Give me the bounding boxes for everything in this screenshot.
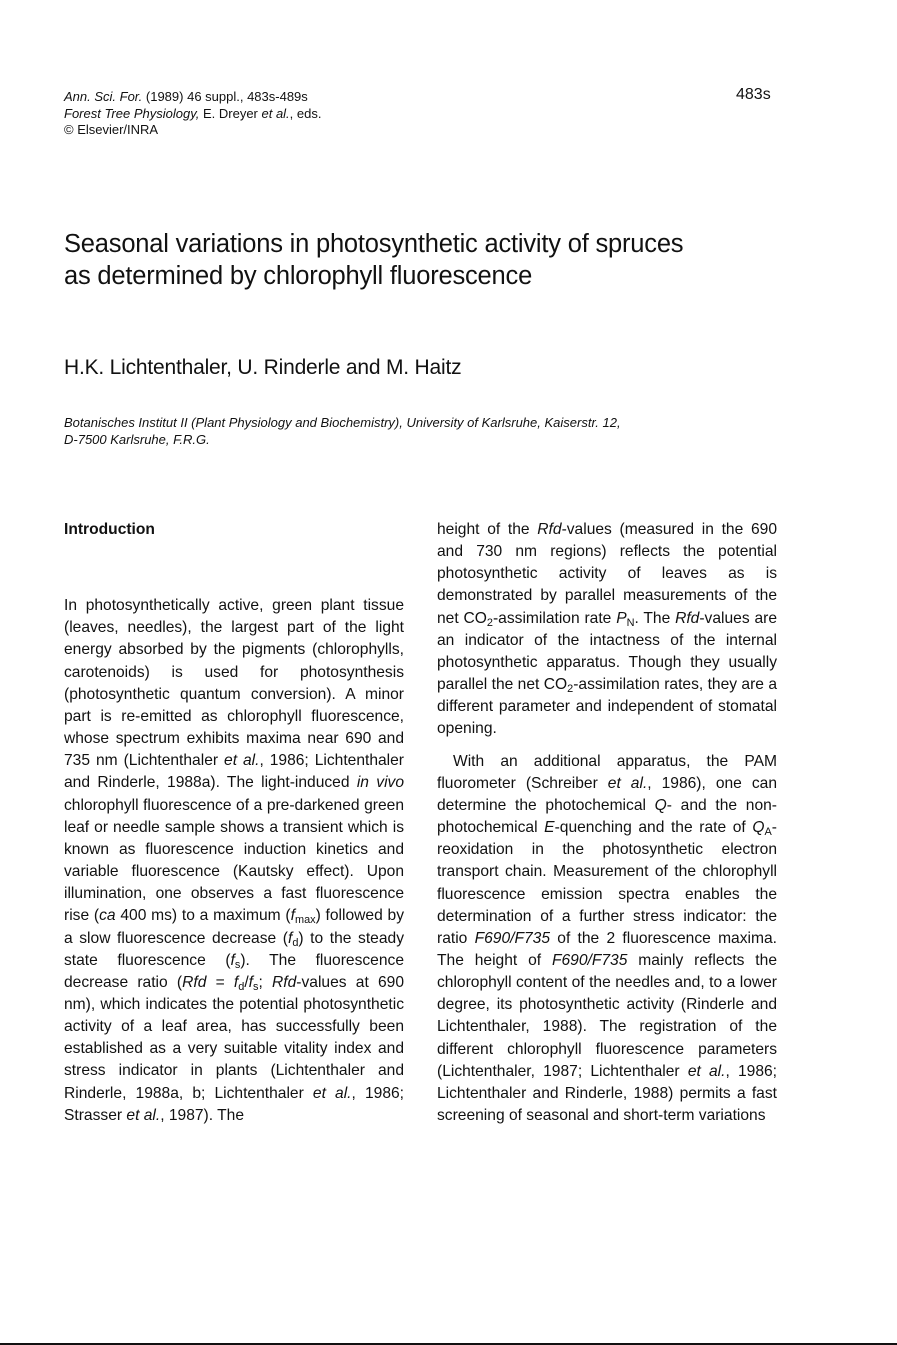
et-al: et al. (261, 105, 290, 121)
journal-volume: (1989) 46 suppl., 483s-489s (142, 89, 308, 104)
title-line-2: as determined by chlorophyll fluorescence (64, 262, 533, 290)
journal-name: Ann. Sci. For. (64, 89, 143, 104)
paragraph: height of the Rfd-values (measured in the 690 and 730 nm regions) reflects the potential photosynthetic activity of leaves as is demonstrated by parallel measurements of the net $CO_2$-assimilation rate $P_N$. The Rfd-values are an indicator of the intactness of the internal photosynthetic apparatus. Though they usually parallel the net $CO_2$-assimilation rates, they are a different parameter and independent of stomatal opening. (437, 521, 778, 738)
copyright: © Elsevier/INRA (64, 122, 159, 137)
page-number: 483s (736, 86, 771, 103)
eds: , eds. (289, 105, 322, 121)
journal-info (64, 89, 321, 139)
section-heading-introduction: Introduction (64, 521, 155, 538)
left-column (64, 519, 404, 1127)
affiliation-line-1: Botanisches Institut II (Plant Physiology and Biochemistry), University of Karlsruhe, Kaiserstr. 12, (64, 415, 621, 430)
affiliation-line-2: D-7500 Karlsruhe, F.R.G. (64, 432, 210, 447)
book-citation (64, 106, 321, 123)
right-column (437, 519, 777, 1127)
paragraph: In photosynthetically active, green plant tissue (leaves, needles), the largest part of the light energy absorbed by the pigments (chlorophylls, carotenoids) is used for photosynthesis (photosynthetic quantum conversion). A minor part is re-emitted as chlorophyll fluorescence, whose spectrum exhibits maxima near 690 and 735 nm (Lichtenthaler et al., 1986; Lichtenthaler and Rinderle, 1988a). The light-induced in vivo chlorophyll fluorescence of a pre-darkened green leaf or needle sample shows a transient which is known as fluorescence induction kinetics and variable fluorescence (Kautsky effect). Upon illumination, one observes a fast fluorescence rise (ca 400 ms) to a maximum $(f_{max})$ followed by a slow fluorescence decrease $(f_d)$ to the steady state fluorescence $(f_s)$. The fluorescence decrease ratio ($Rfd = f_d/f_s$; Rfd-values at 690 nm), which indicates the potential photosynthetic activity of a leaf area, has successfully been established as a very suitable vitality index and stress indicator in plants (Lichtenthaler and Rinderle, 1988a, b; Lichtenthaler et al., 1986; Strasser et al., 1987). The (64, 597, 405, 1124)
editor: E. Dreyer (199, 105, 262, 121)
paragraph: With an additional apparatus, the PAM fluorometer (Schreiber et al., 1986), one can determine the photochemical Q- and the non-photochemical E-quenching and the rate of $Q_A$-reoxidation in the photosynthetic electron transport chain. Measurement of the chlorophyll fluorescence emission spectra enables the determination of a further stress indicator: the ratio F690/F735 of the 2 fluorescence maxima. The height of F690/F735 mainly reflects the chlorophyll content of the needles and, to a lower degree, its photosynthetic activity (Rinderle and Lichtenthaler, 1988). The registration of the different chlorophyll fluorescence parameters (Lichtenthaler, 1987; Lichtenthaler et al., 1986; Lichtenthaler and Rinderle, 1988) permits a fast screening of seasonal and short-term variations (437, 752, 777, 1125)
article-title (64, 228, 824, 292)
affiliation (64, 414, 844, 448)
title-line-1: Seasonal variations in photosynthetic activity of spruces (64, 230, 684, 258)
authors: H.K. Lichtenthaler, U. Rinderle and M. Haitz (64, 356, 462, 379)
journal-citation (64, 89, 321, 106)
book-title: Forest Tree Physiology, (64, 105, 200, 121)
